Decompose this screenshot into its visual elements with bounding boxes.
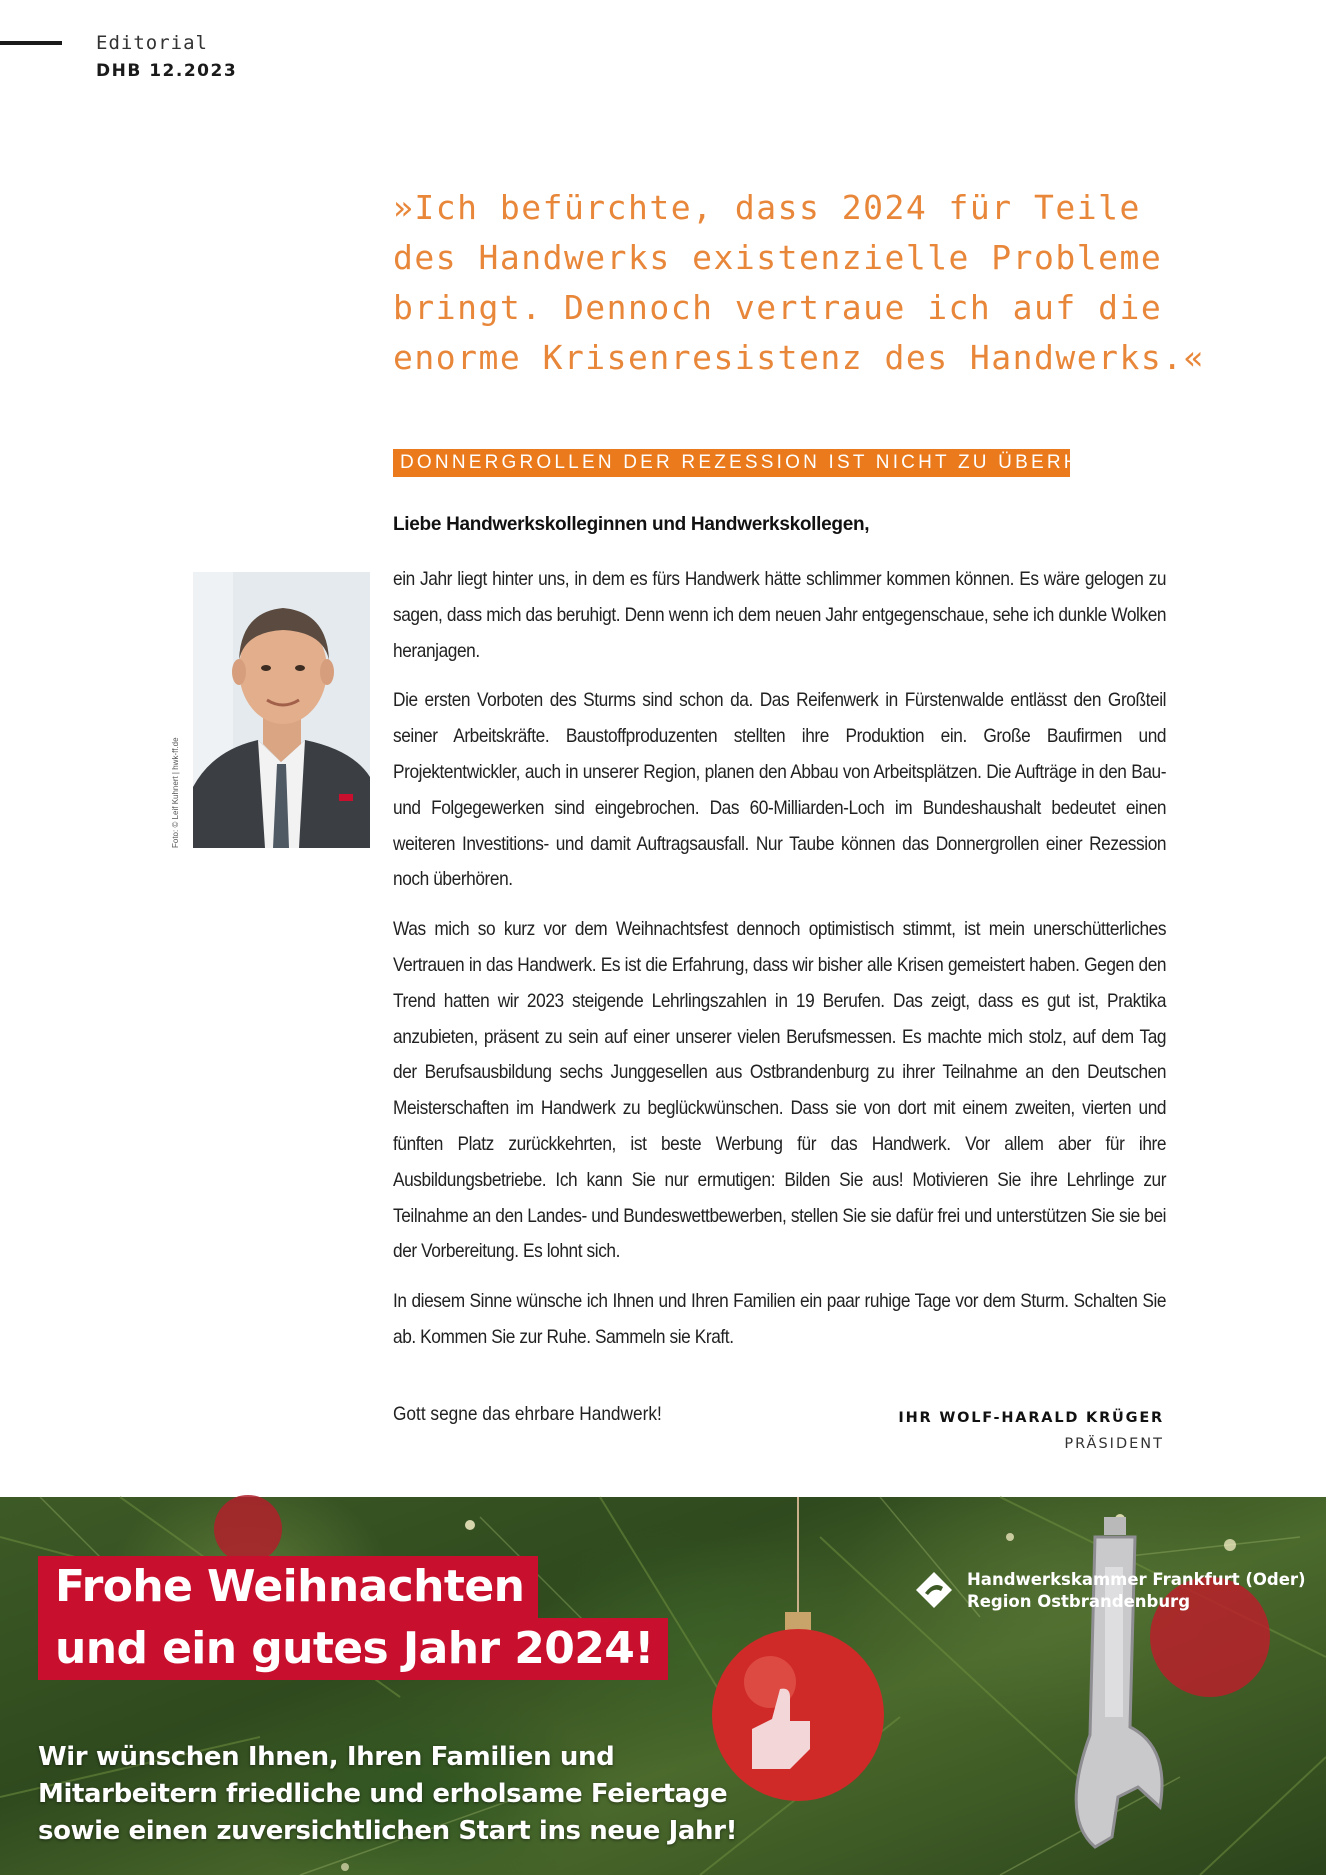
portrait-illustration bbox=[193, 572, 370, 848]
closing-line: Gott segne das ehrbare Handwerk! bbox=[393, 1404, 662, 1425]
signature-title: PRÄSIDENT bbox=[1064, 1436, 1164, 1452]
chamber-logo bbox=[915, 1569, 1306, 1613]
greeting-block bbox=[38, 1556, 668, 1680]
pull-quote-line: enorme Krisenresistenz des Handwerks.« bbox=[393, 338, 1205, 377]
holiday-wishes bbox=[38, 1739, 758, 1850]
pull-quote-line: des Handwerks existenzielle Probleme bbox=[393, 238, 1163, 277]
section-label: Editorial bbox=[96, 32, 208, 54]
greeting-line: und ein gutes Jahr 2024! bbox=[38, 1618, 668, 1680]
signature bbox=[898, 1410, 1164, 1452]
christmas-banner bbox=[0, 1497, 1326, 1875]
author-portrait bbox=[193, 572, 370, 848]
chamber-logo-icon bbox=[915, 1571, 953, 1609]
wish-line: Mitarbeitern friedliche und erholsame Feiertage bbox=[38, 1779, 728, 1809]
chamber-name-line: Handwerkskammer Frankfurt (Oder) bbox=[967, 1570, 1306, 1589]
chamber-name-line: Region Ostbrandenburg bbox=[967, 1592, 1191, 1611]
chamber-name bbox=[967, 1569, 1306, 1613]
greeting-line: Frohe Weihnachten bbox=[38, 1556, 538, 1618]
salutation: Liebe Handwerkskolleginnen und Handwerkskollegen, bbox=[393, 514, 870, 535]
pull-quote-line: bringt. Dennoch vertraue ich auf die bbox=[393, 288, 1163, 327]
wish-line: sowie einen zuversichtlichen Start ins neue Jahr! bbox=[38, 1816, 738, 1846]
header-rule bbox=[0, 41, 62, 45]
article-subhead: DONNERGROLLEN DER REZESSION IST NICHT ZU ÜBERHÖREN bbox=[393, 449, 1070, 477]
wish-line: Wir wünschen Ihnen, Ihren Familien und bbox=[38, 1742, 615, 1772]
article-paragraph: In diesem Sinne wünsche ich Ihnen und Ihren Familien ein paar ruhige Tage vor dem Sturm. Schalten Sie ab. Kommen Sie zur Ruhe. Sammeln sie Kraft. bbox=[393, 1291, 1167, 1348]
article-body bbox=[393, 562, 1166, 1370]
article-paragraph: Die ersten Vorboten des Sturms sind schon da. Das Reifenwerk in Fürstenwalde entlässt den Großteil seiner Arbeitskräfte. Baustoffproduzenten stellten ihre Produktion ein. Große Baufirmen und Projektentwickler, auch in unserer Region, planen den Abbau von Arbeitsplätzen. Die Aufträge in den Bau- und Folgegewerken sind eingebrochen. Das 60-Milliarden-Loch im Bundeshaushalt bedeutet einen weiteren Investitions- und damit Auftragsausfall. Nur Taube können das Donnergrollen einer Rezession noch überhören. bbox=[393, 690, 1167, 891]
signature-name: IHR WOLF-HARALD KRÜGER bbox=[898, 1410, 1164, 1426]
pull-quote-line: »Ich befürchte, dass 2024 für Teile bbox=[393, 188, 1141, 227]
pull-quote bbox=[393, 183, 1253, 383]
article-paragraph: ein Jahr liegt hinter uns, in dem es fürs Handwerk hätte schlimmer kommen können. Es wäre gelogen zu sagen, dass mich das beruhigt. Denn wenn ich dem neuen Jahr entgegenschaue, sehe ich dunkle Wolken heranjagen. bbox=[393, 569, 1167, 662]
issue-label: DHB 12.2023 bbox=[96, 61, 238, 81]
article-paragraph: Was mich so kurz vor dem Weihnachtsfest dennoch optimistisch stimmt, ist mein unerschütterliches Vertrauen in das Handwerk. Es ist die Erfahrung, dass wir bisher alle Krisen gemeistert haben. Gegen den Trend hatten wir 2023 steigende Lehrlingszahlen in 19 Berufen. Das zeigt, dass es gut ist, Praktika anzubieten, präsent zu sein auf einer unserer vielen Berufsmessen. Es machte mich stolz, auf dem Tag der Berufsausbildung sechs Junggesellen aus Ostbrandenburg zu ihrer Teilnahme an den Deutschen Meisterschaften im Handwerk zu beglückwünschen. Dass sie von dort mit einem zweiten, vierten und fünften Platz zurückkehrten, ist beste Werbung für das Handwerk. Vor allem aber für ihre Ausbildungsbetriebe. Ich kann Sie nur ermutigen: Bilden Sie aus! Motivieren Sie ihre Lehrlinge zur Teilnahme an den Landes- und Bundeswettbewerben, stellen Sie sie dafür frei und unterstützen Sie sie bei der Vorbereitung. Es lohnt sich. bbox=[393, 919, 1167, 1263]
photo-credit: Foto: © Leif Kuhnert | hwk-ff.de bbox=[171, 737, 180, 848]
